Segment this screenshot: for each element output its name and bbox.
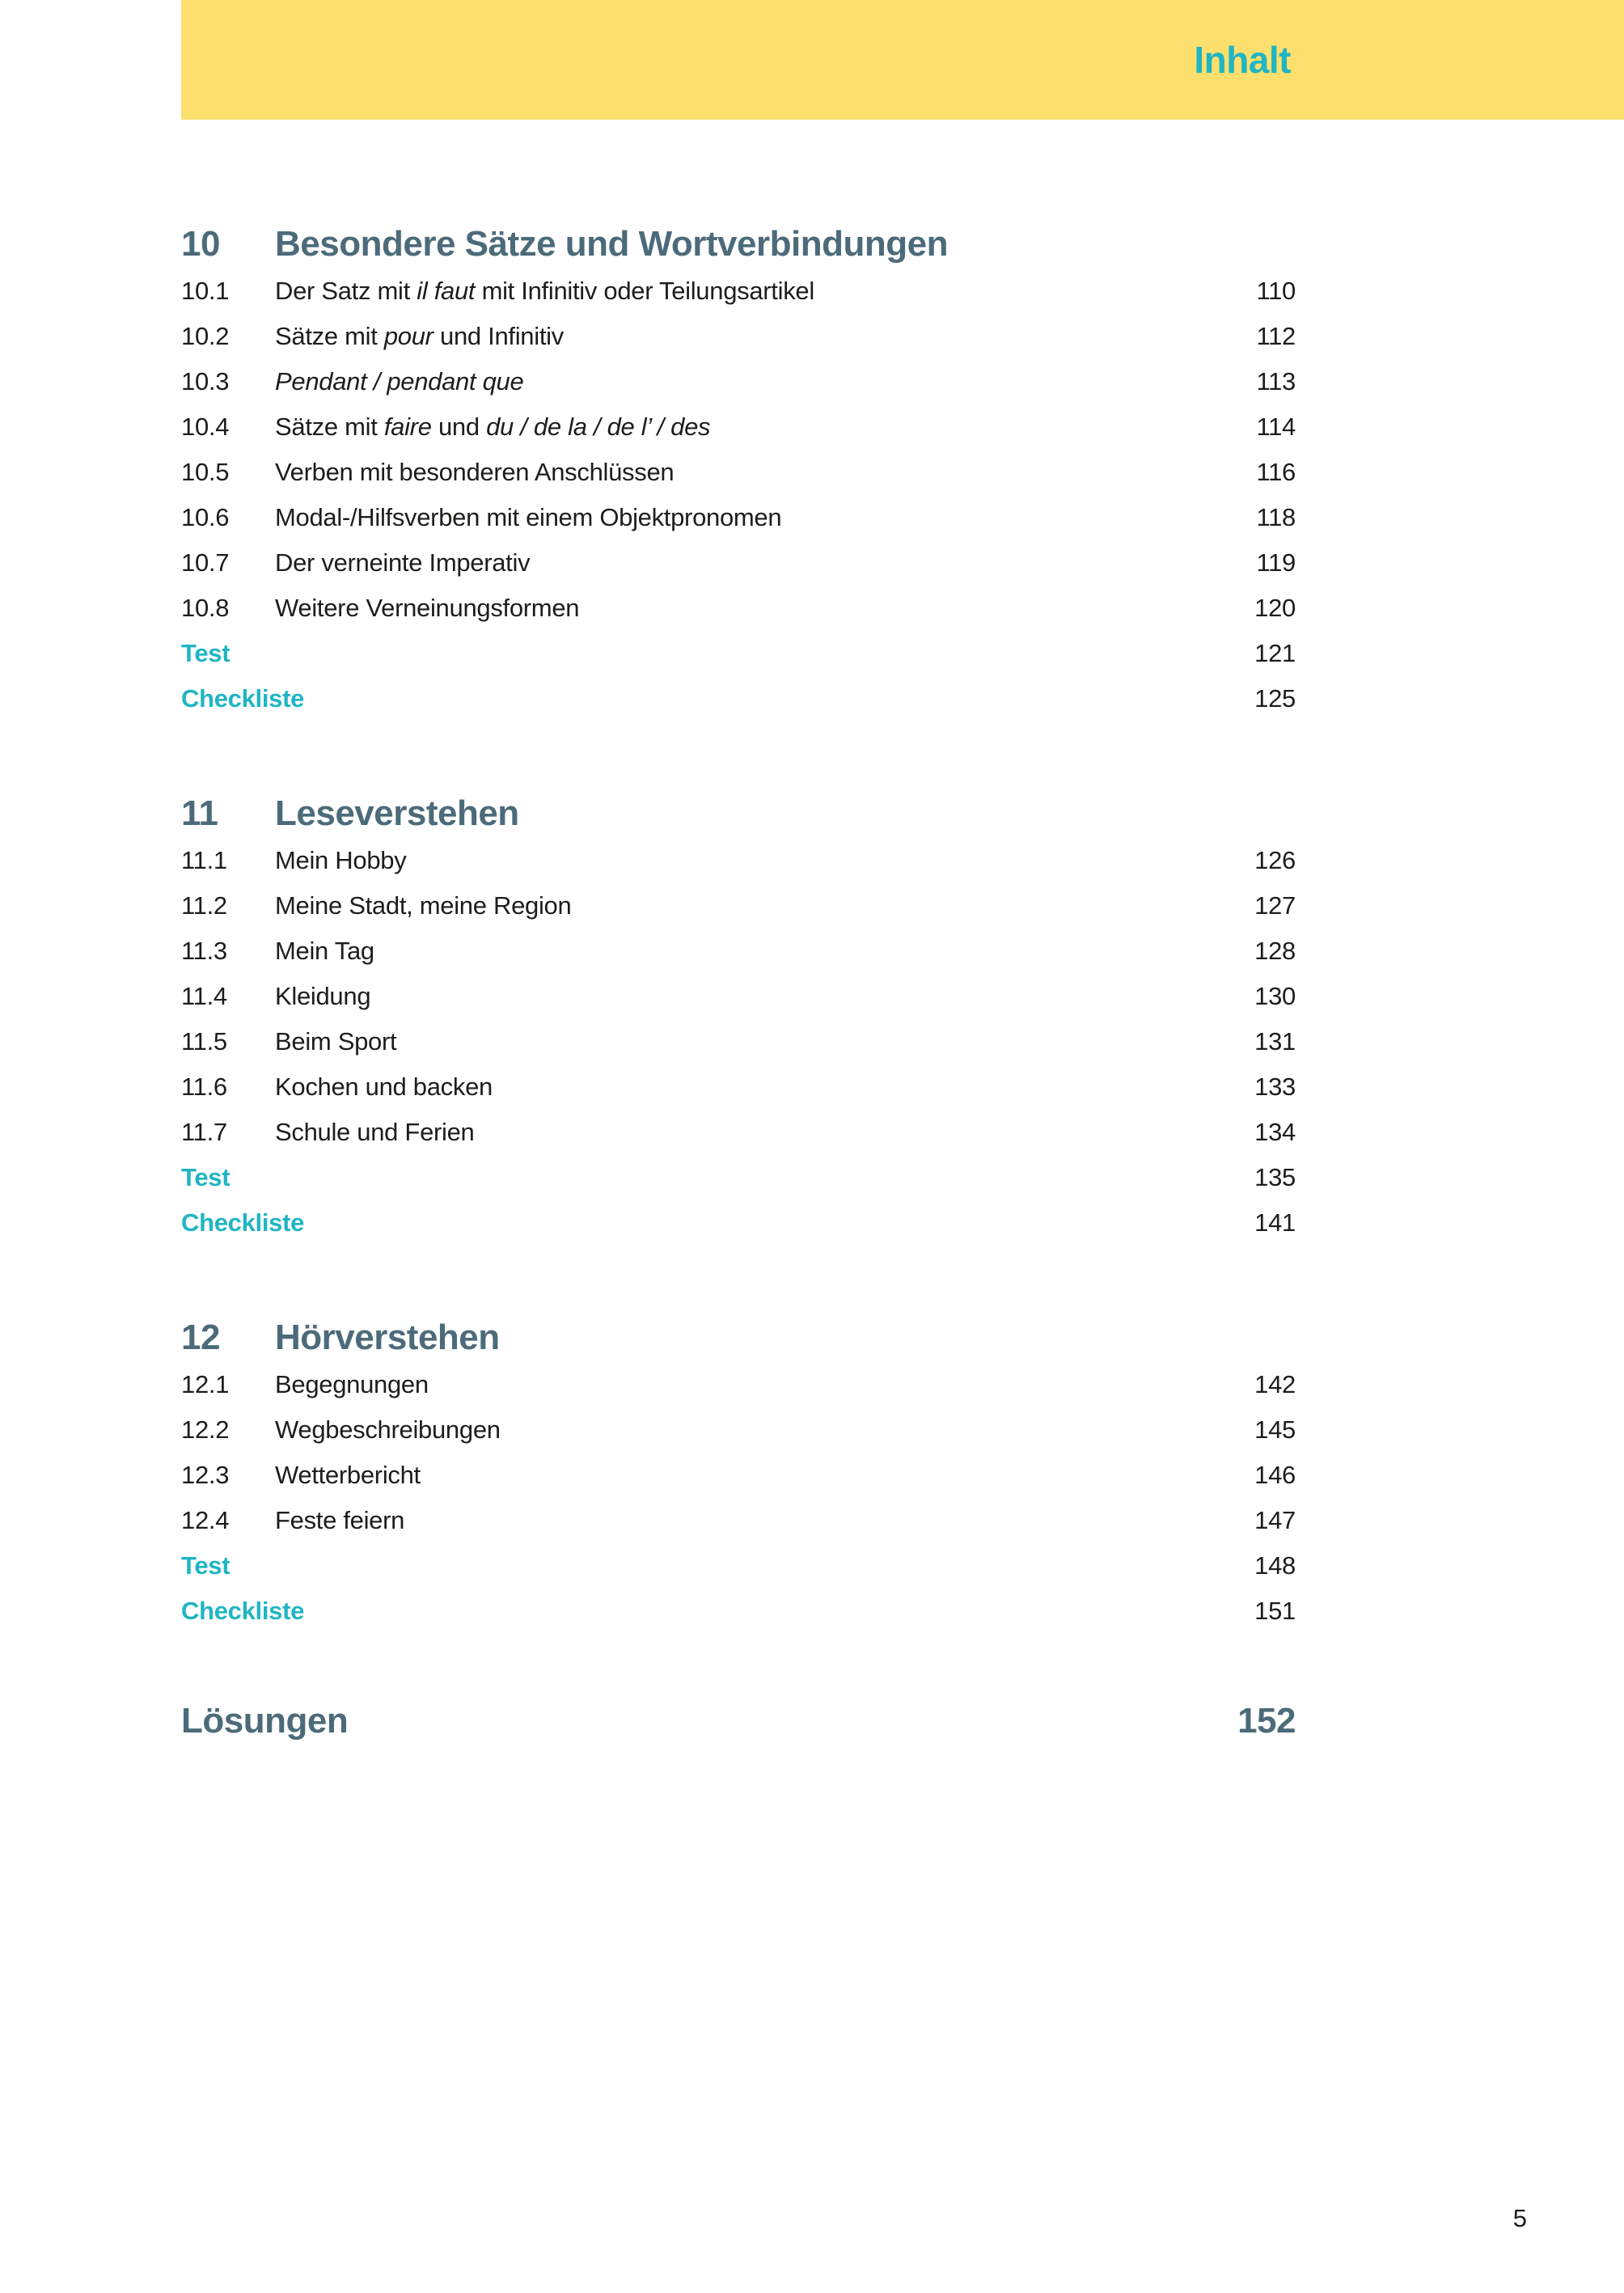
entry-title-segment: faire [383,412,432,441]
entry-title-segment: Meine Stadt, meine Region [275,891,572,920]
entry-title-segment: Feste feiern [275,1506,405,1534]
entry-title [275,1370,1254,1399]
entry-page: 125 [1254,684,1296,713]
entry-label: Checkliste [181,684,305,713]
page-title: Inhalt [1194,39,1291,81]
section-title: Leseverstehen [275,793,519,833]
entry-label: Test [181,1163,230,1191]
entry-title [275,1506,1254,1535]
entry-title [275,412,1256,442]
entry-page: 147 [1254,1506,1296,1534]
entry-label: Checkliste [181,1597,305,1625]
entry-page: 126 [1254,846,1296,874]
final-entry [181,1697,1296,1745]
entry-label: Test [181,1551,230,1580]
entry-number: 12.1 [181,1370,230,1398]
entry-page: 148 [1254,1551,1296,1580]
entry-title-segment: du / de la / de l’ / des [486,412,711,441]
entry-title-segment: Weitere Verneinungsformen [275,594,580,622]
section-title: Hörverstehen [275,1318,500,1357]
entry-page: 118 [1256,503,1296,531]
entry-number: 11.3 [181,937,227,965]
entry-title-segment: Der verneinte Imperativ [275,548,531,577]
section-title: Besondere Sätze und Wortverbindungen [275,224,948,264]
toc-entry [181,1589,1296,1634]
entry-title-segment: Wegbeschreibungen [275,1415,501,1444]
entry-page: 113 [1256,367,1296,396]
entry-page: 146 [1254,1461,1296,1489]
toc-entry [181,676,1296,721]
toc-entry [181,1200,1296,1246]
entry-number: 10.5 [181,458,230,486]
entry-title [275,982,1254,1011]
entry-title-segment: Der Satz mit [275,277,417,305]
entry-number: 12.3 [181,1461,230,1489]
toc-entry [181,1453,1296,1498]
toc-entry [181,1407,1296,1453]
entry-label: Checkliste [181,1208,305,1237]
toc [181,120,1296,1745]
entry-title-segment: Mein Hobby [275,846,407,874]
entry-page: 141 [1254,1208,1296,1237]
entry-title-segment: il faut [417,277,476,305]
entry-number: 10.3 [181,367,230,396]
toc-entry [181,404,1296,450]
page-number: 5 [1512,2204,1527,2232]
entry-title-segment: Modal-/Hilfsverben mit einem Objektpronomen [275,503,782,531]
entry-title-segment: Sätze mit [275,412,384,441]
entry-label: Test [181,639,230,667]
entry-title [275,937,1254,966]
entry-number: 11.7 [181,1118,227,1146]
toc-entry [181,1064,1296,1110]
entry-number: 11.2 [181,891,227,920]
entry-title-segment: Kochen und backen [275,1072,493,1101]
final-entry-title: Lösungen [181,1701,349,1741]
toc-entry [181,1362,1296,1407]
toc-entry [181,1543,1296,1589]
toc-section [181,1314,1296,1634]
entry-title [275,594,1254,623]
entry-title [275,846,1254,875]
entry-title-segment: Beim Sport [275,1027,397,1056]
entry-page: 116 [1256,458,1296,486]
entry-number: 11.5 [181,1027,227,1056]
entry-page: 128 [1254,937,1296,965]
entry-title [275,503,1256,532]
toc-entry [181,631,1296,676]
entry-page: 110 [1256,277,1296,305]
entry-number: 11.4 [181,982,227,1010]
toc-entry [181,1498,1296,1543]
entry-title [275,322,1256,351]
entry-title [275,1118,1254,1147]
entry-title [275,1072,1254,1102]
entry-number: 10.8 [181,594,230,622]
entry-page: 151 [1254,1597,1296,1625]
entry-title [275,891,1254,920]
entry-title-segment: Begegnungen [275,1370,429,1398]
entry-title [275,277,1256,306]
entry-number: 12.4 [181,1506,230,1534]
toc-entry [181,929,1296,974]
entry-number: 10.1 [181,277,230,305]
entry-title [275,458,1256,487]
entry-title-segment: Mein Tag [275,937,374,965]
toc-entry [181,838,1296,883]
toc-entry [181,586,1296,631]
final-entry-page: 152 [1237,1701,1296,1741]
entry-title-segment: und Infinitiv [433,322,564,350]
toc-entry [181,883,1296,929]
entry-title-segment: Verben mit besonderen Anschlüssen [275,458,675,486]
toc-entry [181,974,1296,1019]
entry-page: 130 [1254,982,1296,1010]
toc-entry [181,359,1296,404]
toc-entry [181,540,1296,586]
entry-page: 142 [1254,1370,1296,1398]
section-heading [181,1314,1296,1362]
entry-page: 112 [1256,322,1296,350]
entry-number: 10.4 [181,412,230,441]
toc-entry [181,450,1296,495]
entry-number: 11.1 [181,846,227,874]
entry-title-segment: und [431,412,487,441]
entry-number: 10.7 [181,548,230,577]
section-number: 11 [181,793,218,833]
toc-entry [181,1019,1296,1064]
section-heading [181,789,1296,838]
toc-entry [181,1155,1296,1200]
entry-title-segment: mit Infinitiv oder Teilungsartikel [475,277,814,305]
section-number: 12 [181,1318,220,1357]
section-heading [181,220,1296,269]
entry-number: 10.2 [181,322,230,350]
toc-section [181,220,1296,721]
entry-title-segment: Schule und Ferien [275,1118,475,1146]
toc-entry [181,1110,1296,1155]
toc-entry [181,495,1296,540]
entry-number: 10.6 [181,503,230,531]
section-number: 10 [181,224,220,264]
entry-title-segment: Pendant / pendant que [275,367,524,396]
toc-entry [181,269,1296,314]
entry-page: 135 [1254,1163,1296,1191]
entry-title-segment: Wetterbericht [275,1461,421,1489]
entry-title-segment: Kleidung [275,982,371,1010]
entry-page: 121 [1254,639,1296,667]
entry-title [275,367,1256,396]
entry-title [275,1415,1254,1445]
entry-title [275,1461,1254,1490]
entry-title-segment: Sätze mit [275,322,384,350]
header-band [181,0,1624,120]
toc-section [181,789,1296,1246]
entry-page: 145 [1254,1415,1296,1444]
entry-page: 114 [1256,412,1296,441]
entry-page: 133 [1254,1072,1296,1101]
entry-title [275,1027,1254,1056]
entry-title [275,548,1256,577]
entry-page: 134 [1254,1118,1296,1146]
entry-page: 131 [1254,1027,1296,1056]
entry-title-segment: pour [383,322,433,350]
entry-number: 11.6 [181,1072,227,1101]
toc-entry [181,314,1296,359]
entry-page: 119 [1256,548,1296,577]
entry-page: 120 [1254,594,1296,622]
entry-page: 127 [1254,891,1296,920]
entry-number: 12.2 [181,1415,230,1444]
